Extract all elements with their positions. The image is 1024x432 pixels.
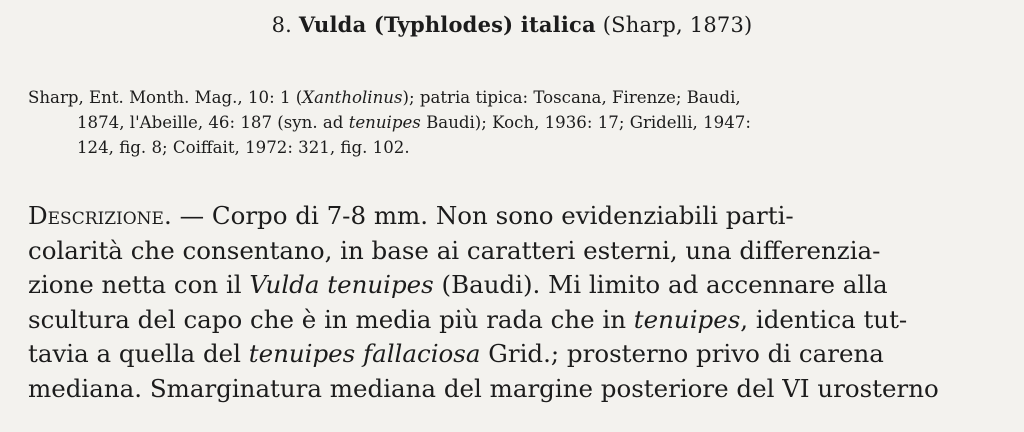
description-line xyxy=(28,199,978,234)
references-block xyxy=(28,85,978,160)
description-line: tavia a quella del tenuipes fallaciosa Grid.; prosterno privo di carena xyxy=(28,339,884,368)
species-heading xyxy=(0,12,1024,37)
description-line: zione netta con il Vulda tenuipes (Baudi). Mi limito ad accennare alla xyxy=(28,270,888,299)
reference-line: 124, fig. 8; Coiffait, 1972: 321, fig. 102. xyxy=(77,138,410,157)
reference-line: Sharp, Ent. Month. Mag., 10: 1 (Xantholinus); patria tipica: Toscana, Firenze; Baudi, xyxy=(28,88,741,107)
reference-line: 1874, l'Abeille, 46: 187 (syn. ad tenuipes Baudi); Koch, 1936: 17; Gridelli, 1947: xyxy=(77,113,751,132)
description-line: mediana. Smarginatura mediana del margine posteriore del VI urosterno xyxy=(28,373,939,403)
species-number: 8. xyxy=(271,13,292,37)
species-name: Vulda (Typhlodes) italica xyxy=(298,12,596,37)
description-text: — Corpo di 7-8 mm. Non sono evidenziabili parti- xyxy=(179,201,794,230)
description-label: Descrizione. xyxy=(28,201,172,230)
description-line: colarità che consentano, in base ai caratteri esterni, una differenzia- xyxy=(28,235,881,265)
species-author: (Sharp, 1873) xyxy=(602,13,753,37)
description-line: scultura del capo che è in media più rada che in tenuipes, identica tut- xyxy=(28,304,908,334)
description-block xyxy=(28,199,978,406)
